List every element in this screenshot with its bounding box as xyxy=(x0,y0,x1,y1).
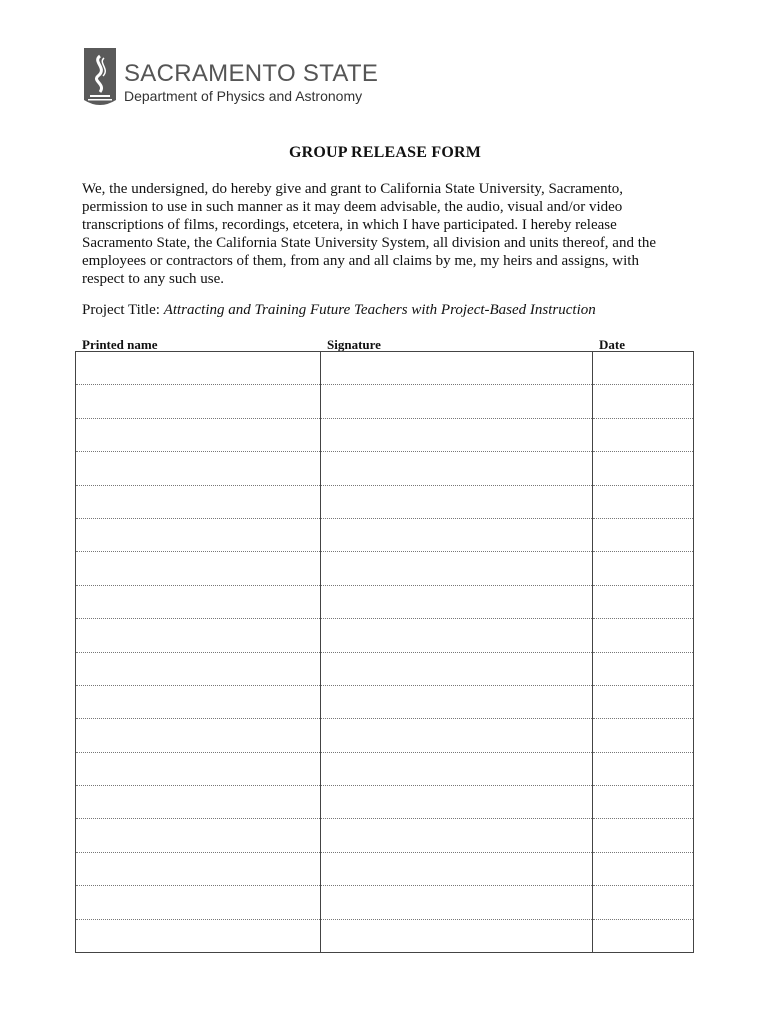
table-row xyxy=(76,886,694,919)
printed-name-field[interactable] xyxy=(76,819,321,852)
printed-name-field[interactable] xyxy=(76,886,321,919)
date-field[interactable] xyxy=(593,719,694,752)
signature-field[interactable] xyxy=(321,919,593,952)
table-row xyxy=(76,385,694,418)
date-field[interactable] xyxy=(593,352,694,385)
date-field[interactable] xyxy=(593,418,694,451)
statement-line: Sacramento State, the California State University System, all division and units thereof, and the xyxy=(82,235,657,251)
statement-line: respect to any such use. xyxy=(82,271,225,287)
project-title-line xyxy=(82,302,596,319)
table-row xyxy=(76,752,694,785)
signature-field[interactable] xyxy=(321,352,593,385)
signature-field[interactable] xyxy=(321,719,593,752)
date-field[interactable] xyxy=(593,786,694,819)
date-field[interactable] xyxy=(593,819,694,852)
printed-name-field[interactable] xyxy=(76,418,321,451)
printed-name-field[interactable] xyxy=(76,786,321,819)
date-field[interactable] xyxy=(593,518,694,551)
signature-field[interactable] xyxy=(321,385,593,418)
date-field[interactable] xyxy=(593,585,694,618)
column-header-signature: Signature xyxy=(327,337,381,352)
date-field[interactable] xyxy=(593,552,694,585)
form-title: GROUP RELEASE FORM xyxy=(288,144,482,161)
table-row xyxy=(76,485,694,518)
org-name: SACRAMENTO STATE xyxy=(124,60,379,87)
table-row xyxy=(76,452,694,485)
printed-name-field[interactable] xyxy=(76,919,321,952)
table-row xyxy=(76,919,694,952)
table-row xyxy=(76,585,694,618)
signature-table xyxy=(75,351,694,953)
department-name: Department of Physics and Astronomy xyxy=(124,88,363,104)
printed-name-field[interactable] xyxy=(76,852,321,885)
statement-line: permission to use in such manner as it may deem advisable, the audio, visual and/or video xyxy=(82,199,623,215)
project-title-value: Attracting and Training Future Teachers with Project-Based Instruction xyxy=(163,302,596,318)
signature-field[interactable] xyxy=(321,685,593,718)
signature-field[interactable] xyxy=(321,518,593,551)
signature-field[interactable] xyxy=(321,452,593,485)
statement-line: transcriptions of films, recordings, etcetera, in which I have participated. I hereby release xyxy=(82,217,617,233)
table-row xyxy=(76,352,694,385)
date-field[interactable] xyxy=(593,485,694,518)
table-row xyxy=(76,719,694,752)
printed-name-field[interactable] xyxy=(76,752,321,785)
release-statement xyxy=(82,180,682,288)
signature-field[interactable] xyxy=(321,752,593,785)
printed-name-field[interactable] xyxy=(76,552,321,585)
printed-name-field[interactable] xyxy=(76,585,321,618)
table-row xyxy=(76,852,694,885)
printed-name-field[interactable] xyxy=(76,652,321,685)
signature-field[interactable] xyxy=(321,418,593,451)
hornet-flame-logo-icon xyxy=(82,48,118,108)
date-field[interactable] xyxy=(593,886,694,919)
signature-field[interactable] xyxy=(321,619,593,652)
signature-field[interactable] xyxy=(321,786,593,819)
signature-field[interactable] xyxy=(321,485,593,518)
table-row xyxy=(76,652,694,685)
date-field[interactable] xyxy=(593,452,694,485)
date-field[interactable] xyxy=(593,752,694,785)
date-field[interactable] xyxy=(593,619,694,652)
statement-line: employees or contractors of them, from any and all claims by me, my heirs and assigns, with xyxy=(82,253,639,269)
signature-field[interactable] xyxy=(321,819,593,852)
signature-field[interactable] xyxy=(321,552,593,585)
table-row xyxy=(76,518,694,551)
printed-name-field[interactable] xyxy=(76,719,321,752)
signature-field[interactable] xyxy=(321,652,593,685)
printed-name-field[interactable] xyxy=(76,619,321,652)
date-field[interactable] xyxy=(593,685,694,718)
printed-name-field[interactable] xyxy=(76,685,321,718)
printed-name-field[interactable] xyxy=(76,518,321,551)
date-field[interactable] xyxy=(593,852,694,885)
column-header-printed-name: Printed name xyxy=(82,337,158,352)
printed-name-field[interactable] xyxy=(76,452,321,485)
signature-field[interactable] xyxy=(321,852,593,885)
date-field[interactable] xyxy=(593,385,694,418)
date-field[interactable] xyxy=(593,652,694,685)
table-row xyxy=(76,418,694,451)
table-row xyxy=(76,552,694,585)
project-title-label: Project Title: xyxy=(82,302,160,318)
column-header-date: Date xyxy=(599,337,625,352)
date-field[interactable] xyxy=(593,919,694,952)
sacramento-state-logo xyxy=(82,48,378,108)
table-row xyxy=(76,786,694,819)
signature-field[interactable] xyxy=(321,886,593,919)
table-row xyxy=(76,619,694,652)
printed-name-field[interactable] xyxy=(76,385,321,418)
table-row xyxy=(76,819,694,852)
table-row xyxy=(76,685,694,718)
printed-name-field[interactable] xyxy=(76,352,321,385)
printed-name-field[interactable] xyxy=(76,485,321,518)
signature-field[interactable] xyxy=(321,585,593,618)
statement-line: We, the undersigned, do hereby give and grant to California State University, Sacramento, xyxy=(82,181,623,197)
